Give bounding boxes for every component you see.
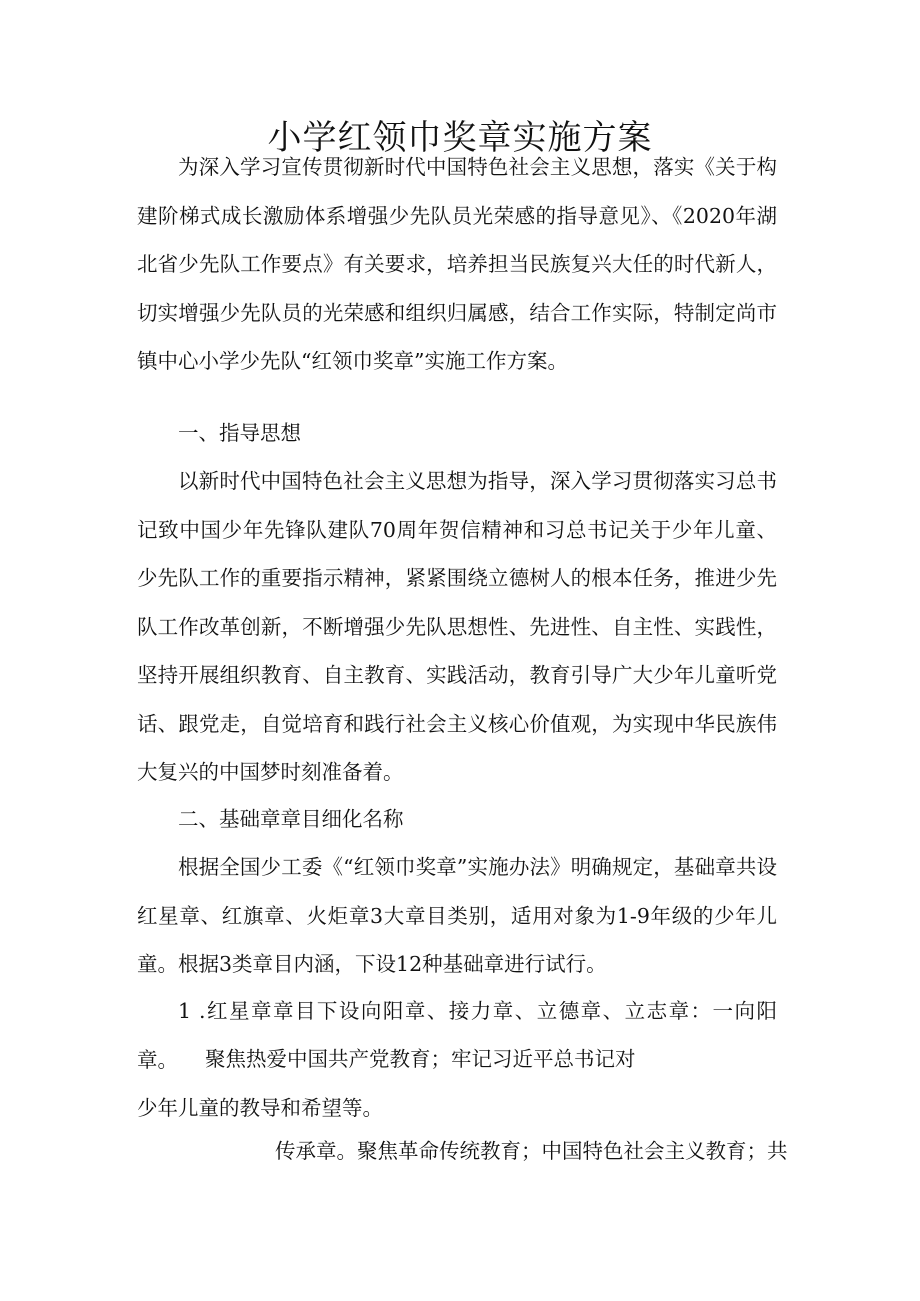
inheritance-badge-line: 传承章。聚焦革命传统教育；中国特色社会主义教育；共 [275, 1139, 788, 1163]
red-star-detail-line-2: 少年儿童的教导和希望等。 [137, 1096, 383, 1120]
section-heading-basic-badges: 二、基础章章目细化名称 [178, 807, 404, 831]
guiding-thought-paragraph: 以新时代中国特色社会主义思想为指导，深入学习贯彻落实习总书记致中国少年先锋队建队70周年贺信精神和习总书记关于少年儿童、少先队工作的重要指示精神，紧紧围绕立德树人的根本任务，推进少先队工作改革创新，不断增强少先队思想性、先进性、自主性、实践性，坚持开展组织教育、自主教育、实践活动，教育引导广大少年儿童听党话、跟党走，自觉培育和践行社会主义核心价值观，为实现中华民族伟大复兴的中国梦时刻准备着。 [137, 469, 777, 784]
red-star-detail-line-1: 聚焦热爱中国共产党教育；牢记习近平总书记对 [205, 1047, 636, 1071]
section-heading-guiding-thought: 一、指导思想 [178, 421, 301, 445]
list-item-red-star-badge: 1 .红星章章目下设向阳章、接力章、立德章、立志章：一向阳章。 [137, 999, 777, 1072]
basic-badges-paragraph: 根据全国少工委《“红领巾奖章”实施办法》明确规定，基础章共设红星章、红旗章、火炬章3大章目类别，适用对象为1-9年级的少年儿童。根据3类章目内涵，下设12种基础章进行试行。 [137, 855, 777, 976]
document-title: 小学红领巾奖章实施方案 [267, 118, 653, 158]
intro-paragraph: 为深入学习宣传贯彻新时代中国特色社会主义思想，落实《关于构建阶梯式成长激励体系增强少先队员光荣感的指导意见》、《2020年湖北省少先队工作要点》有关要求，培养担当民族复兴大任的时代新人，切实增强少先队员的光荣感和组织归属感，结合工作实际，特制定尚市镇中心小学少先队“红领巾奖章”实施工作方案。 [137, 155, 777, 373]
